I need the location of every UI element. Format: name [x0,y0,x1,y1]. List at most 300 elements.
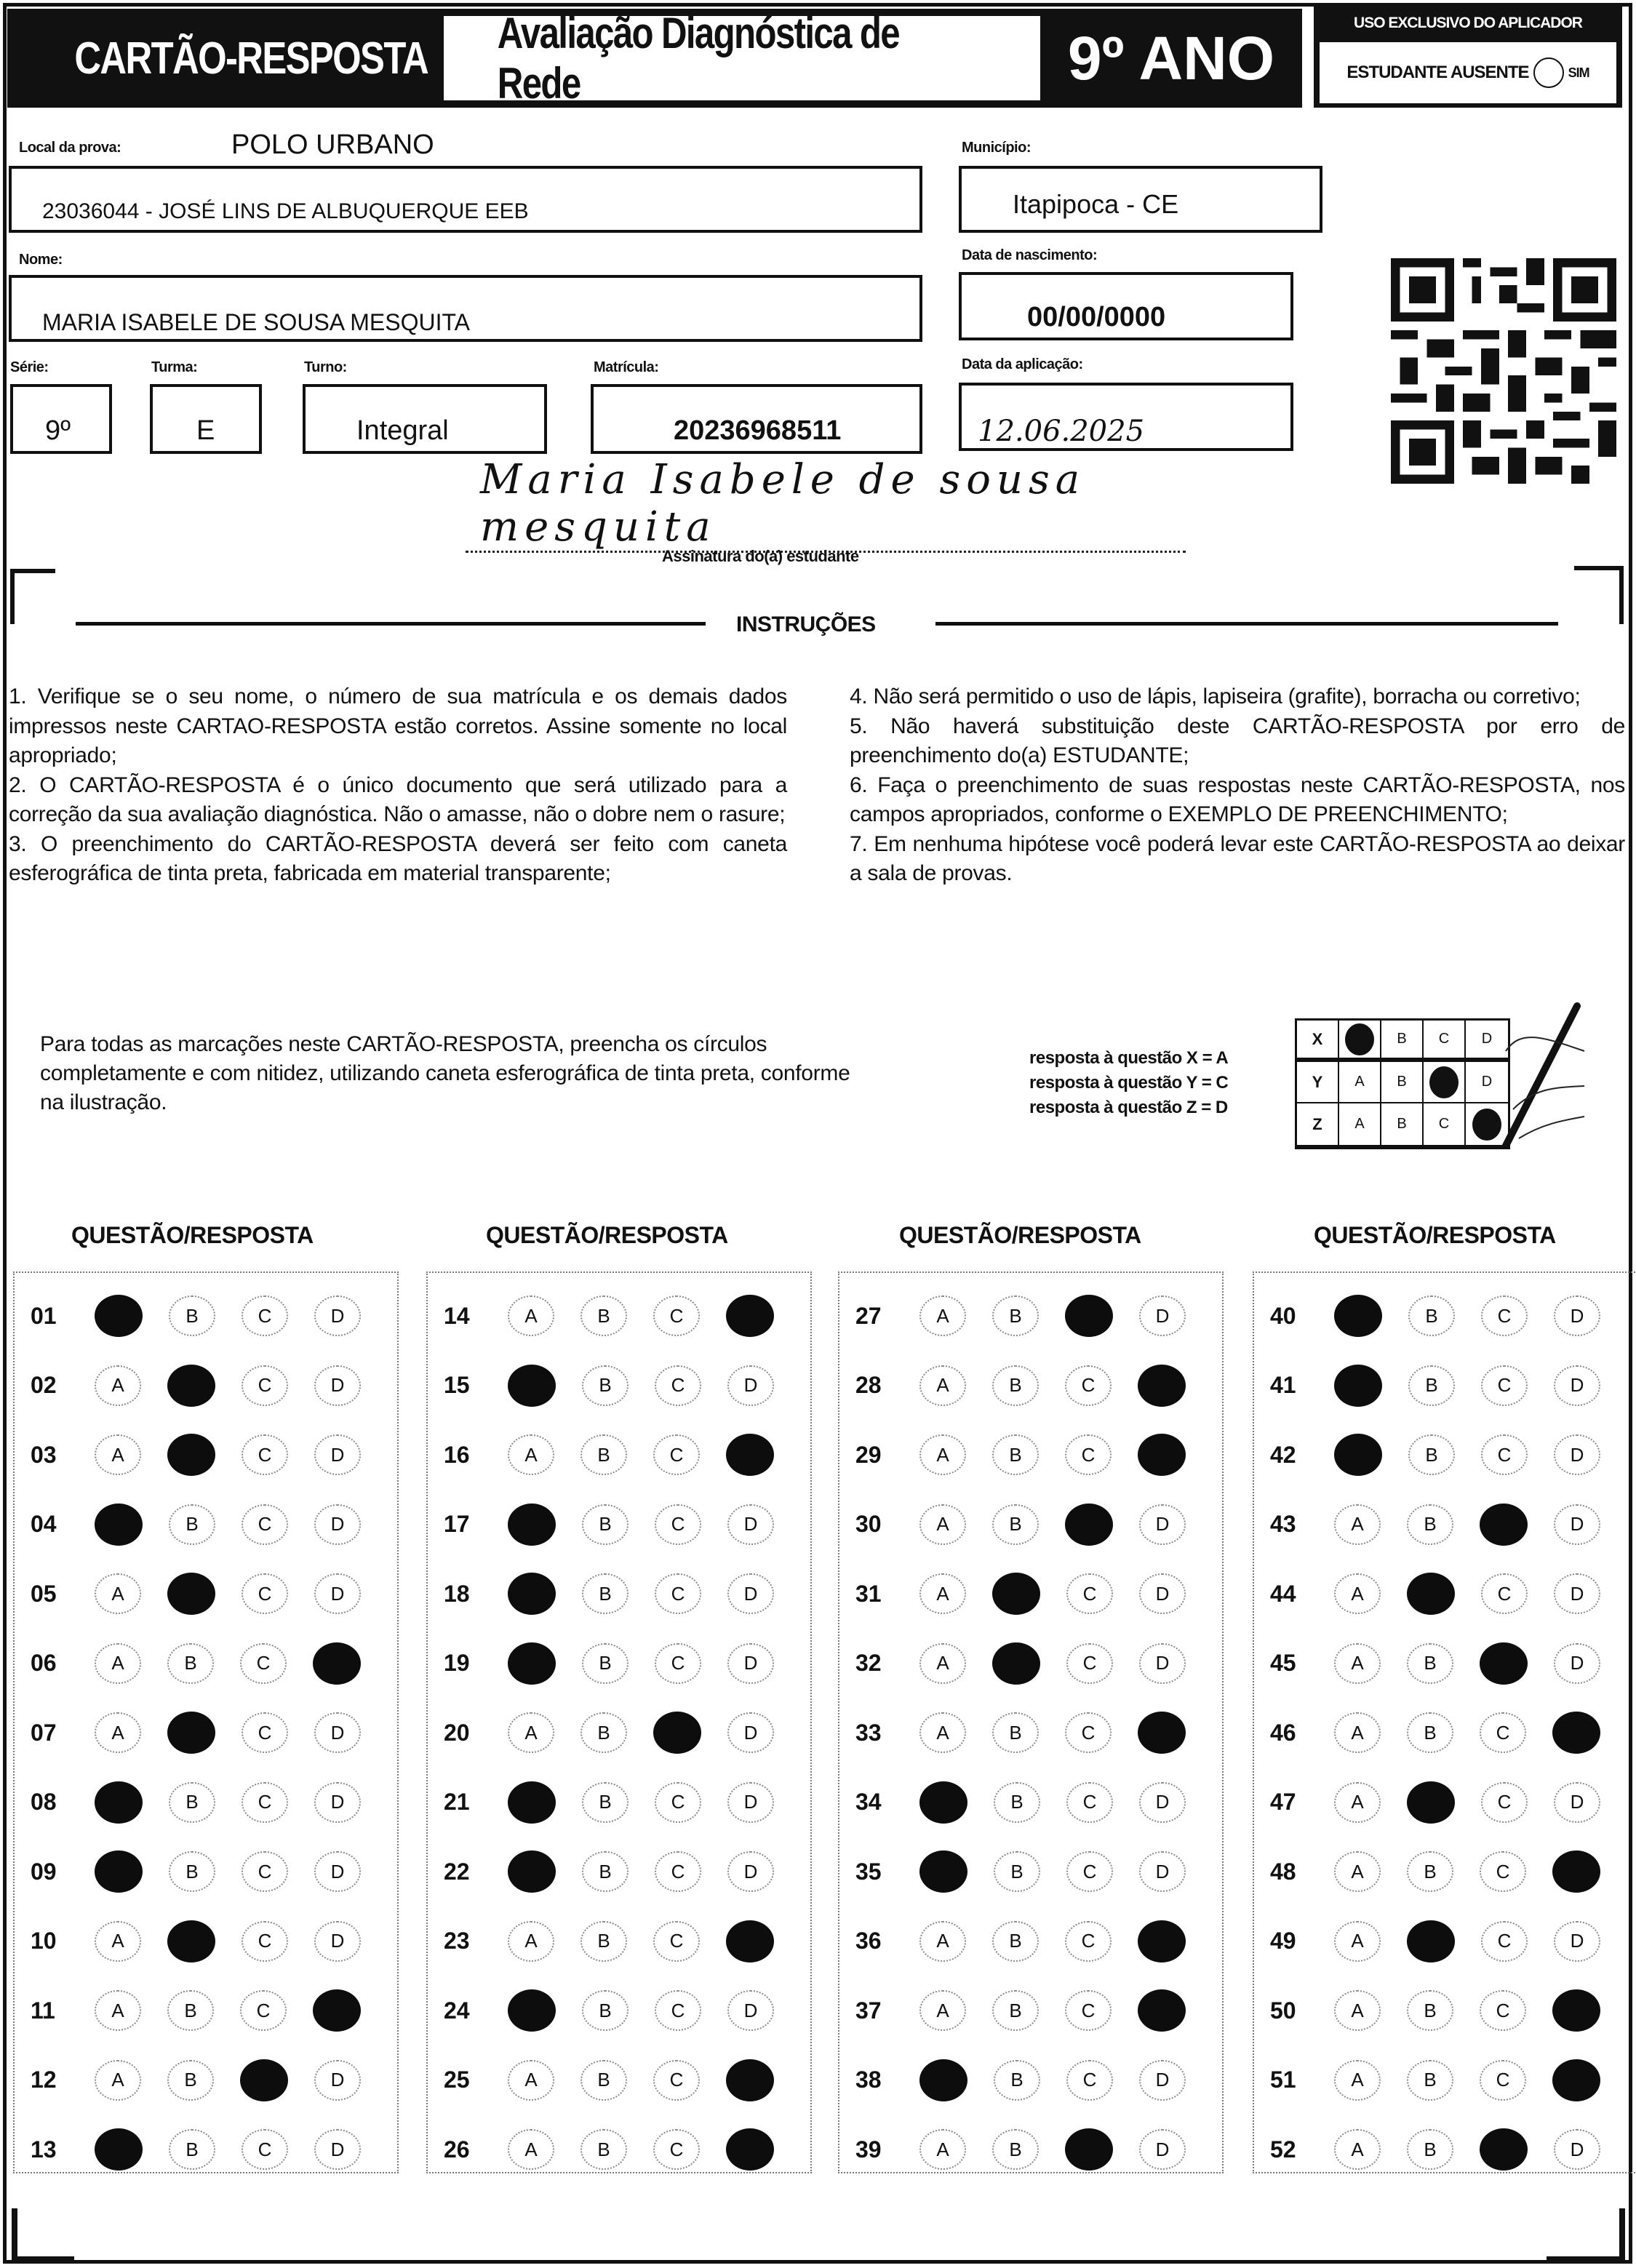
bubble-41-c[interactable]: C [1481,1365,1528,1406]
nome-field [9,275,922,342]
question-number: 51 [1270,2067,1296,2093]
bubble-48-c[interactable]: C [1480,1851,1526,1892]
bubble-13-c[interactable]: C [242,2129,288,2170]
example-legend-z: resposta à questão Z = D [1029,1098,1228,1117]
bubble-11-a[interactable]: A [95,1990,141,2031]
bubble-48-b[interactable]: B [1407,1851,1453,1892]
bubble-52-c[interactable] [1480,2128,1528,2171]
bubble-22-d[interactable]: D [727,1851,774,1892]
bubble-49-a[interactable]: A [1334,1921,1381,1962]
bubble-33-c[interactable]: C [1065,1712,1112,1753]
bubble-08-d[interactable]: D [314,1782,361,1823]
bubble-09-b[interactable]: B [169,1851,215,1892]
bubble-18-d[interactable]: D [727,1573,774,1614]
example-option [1339,1021,1381,1058]
bubble-34-a[interactable] [919,1781,967,1824]
bubble-16-a[interactable]: A [508,1434,554,1475]
bubble-14-b[interactable]: B [580,1295,627,1336]
bubble-17-d[interactable]: D [727,1504,774,1545]
bubble-25-d[interactable] [726,2059,774,2101]
question-row-38 [839,2055,1222,2106]
bubble-20-d[interactable]: D [727,1712,774,1753]
bubble-40-b[interactable]: B [1408,1295,1455,1336]
bubble-43-a[interactable]: A [1334,1504,1381,1545]
bubble-20-a[interactable]: A [508,1712,554,1753]
bubble-41-d[interactable]: D [1554,1365,1600,1406]
bubble-02-a[interactable]: A [95,1365,141,1406]
bubble-04-b[interactable]: B [169,1504,215,1545]
question-number: 22 [444,1858,470,1885]
bubble-09-a[interactable] [95,1850,143,1893]
question-number: 36 [855,1928,882,1954]
instruction-6: 6. Faça o preenchimento de suas respostas neste CARTÃO-RESPOSTA, nos campos apropriados, conforme o EXEMPLO DE PREENCHIMENTO; [850,772,1625,826]
bubble-39-a[interactable]: A [919,2129,966,2170]
bubble-08-a[interactable] [95,1781,143,1824]
question-number: 01 [31,1302,57,1329]
question-row-15 [428,1360,810,1411]
bubble-21-c[interactable]: C [655,1782,701,1823]
bubble-06-a[interactable]: A [95,1643,141,1684]
bubble-43-b[interactable]: B [1407,1504,1453,1545]
turno-label: Turno: [304,359,347,375]
bubble-37-a[interactable]: A [919,1990,966,2031]
bubble-37-b[interactable]: B [992,1990,1039,2031]
bubble-29-d[interactable] [1138,1434,1186,1476]
bubble-51-a[interactable]: A [1334,2060,1381,2101]
corner-marker-bl [12,2208,17,2261]
bubble-12-a[interactable]: A [95,2060,141,2101]
bubble-10-c[interactable]: C [242,1921,288,1962]
bubble-30-d[interactable]: D [1139,1504,1186,1545]
bubble-45-a[interactable]: A [1334,1643,1381,1684]
bubble-28-c[interactable]: C [1065,1365,1112,1406]
bubble-36-c[interactable]: C [1065,1921,1112,1962]
qr-code-icon [1391,256,1616,486]
bubble-44-b[interactable] [1407,1573,1455,1615]
bubble-05-b[interactable] [167,1573,215,1615]
question-number: 20 [444,1719,470,1746]
bubble-34-d[interactable]: D [1139,1782,1186,1823]
bubble-06-b[interactable]: B [167,1643,214,1684]
absent-bubble[interactable] [1533,57,1564,88]
bubble-19-a[interactable] [508,1642,556,1685]
bubble-47-a[interactable]: A [1334,1782,1381,1823]
bubble-22-c[interactable]: C [655,1851,701,1892]
question-number: 27 [855,1302,882,1329]
bubble-45-d[interactable]: D [1554,1643,1600,1684]
bubble-25-c[interactable]: C [653,2060,700,2101]
bubble-31-d[interactable]: D [1139,1573,1186,1614]
bubble-27-c[interactable] [1065,1295,1113,1337]
bubble-14-d[interactable] [726,1295,774,1337]
absent-label: ESTUDANTE AUSENTE [1346,63,1529,82]
question-number: 31 [855,1580,882,1607]
bubble-12-c[interactable] [240,2059,288,2101]
question-row-42 [1254,1429,1636,1480]
question-number: 30 [855,1511,882,1537]
nascimento-value: 00/00/0000 [1027,302,1166,332]
bubble-30-c[interactable] [1065,1504,1113,1546]
bubble-42-c[interactable]: C [1481,1434,1528,1475]
answer-column-2 [426,1271,812,2173]
instruction-5: 5. Não haverá substituição deste CARTÃO-RESPOSTA por erro de preenchimento do(a) ESTUDANTE; [850,714,1625,767]
bubble-16-d[interactable] [726,1434,774,1476]
bubble-10-b[interactable] [167,1920,215,1962]
bubble-01-d[interactable]: D [314,1295,361,1336]
bubble-24-d[interactable]: D [727,1990,774,2031]
bubble-44-c[interactable]: C [1481,1573,1528,1614]
bubble-30-a[interactable]: A [919,1504,966,1545]
bubble-15-a[interactable] [508,1365,556,1407]
bubble-05-a[interactable]: A [95,1573,141,1614]
bubble-26-c[interactable]: C [653,2129,700,2170]
exam-name: Avaliação Diagnóstica de Rede [497,9,899,108]
bubble-01-c[interactable]: C [242,1295,288,1336]
card-title: CARTÃO-RESPOSTA [74,33,428,84]
bubble-04-c[interactable]: C [242,1504,288,1545]
bubble-28-d[interactable] [1138,1365,1186,1407]
bubble-19-d[interactable]: D [727,1643,774,1684]
bubble-35-d[interactable]: D [1139,1851,1186,1892]
bubble-29-c[interactable]: C [1065,1434,1112,1475]
bubble-13-a[interactable] [95,2128,143,2171]
bubble-14-a[interactable]: A [508,1295,554,1336]
bubble-48-d[interactable] [1552,1850,1600,1893]
bubble-35-b[interactable]: B [994,1851,1040,1892]
column-header: QUESTÃO/RESPOSTA [486,1222,728,1248]
bubble-18-b[interactable]: B [582,1573,629,1614]
question-number: 37 [855,1997,882,2024]
bubble-01-b[interactable]: B [169,1295,215,1336]
bubble-41-b[interactable]: B [1408,1365,1455,1406]
bubble-03-d[interactable]: D [314,1434,361,1475]
bubble-52-d[interactable]: D [1554,2129,1600,2170]
bubble-25-b[interactable]: B [580,2060,627,2101]
question-number: 23 [444,1928,470,1954]
bubble-37-c[interactable]: C [1065,1990,1112,2031]
question-row-02 [15,1360,397,1411]
question-number: 40 [1270,1302,1296,1329]
bubble-15-d[interactable]: D [727,1365,774,1406]
bubble-12-d[interactable]: D [314,2060,361,2101]
nome-label: Nome: [19,252,63,268]
bubble-38-c[interactable]: C [1066,2060,1113,2101]
bubble-36-a[interactable]: A [919,1921,966,1962]
bubble-13-b[interactable]: B [169,2129,215,2170]
bubble-15-b[interactable]: B [582,1365,629,1406]
bubble-18-c[interactable]: C [655,1573,701,1614]
bubble-26-b[interactable]: B [580,2129,627,2170]
bubble-01-a[interactable] [95,1295,143,1337]
question-number: 45 [1270,1650,1296,1676]
bubble-07-b[interactable] [167,1712,215,1754]
question-row-14 [428,1290,810,1341]
qr-code [1391,256,1616,486]
question-number: 16 [444,1441,470,1468]
bubble-06-c[interactable]: C [240,1643,287,1684]
bubble-21-d[interactable]: D [727,1782,774,1823]
bubble-51-b[interactable]: B [1407,2060,1453,2101]
bubble-51-c[interactable]: C [1480,2060,1526,2101]
matricula-value: 20236968511 [674,415,842,446]
question-row-01 [15,1290,397,1341]
bubble-38-a[interactable] [919,2059,967,2101]
example-row-y [1297,1062,1508,1103]
example-key: X [1297,1021,1339,1058]
question-number: 49 [1270,1928,1296,1954]
bubble-50-c[interactable]: C [1480,1990,1526,2031]
bubble-15-c[interactable]: C [655,1365,701,1406]
aplicacao-label: Data da aplicação: [962,356,1083,372]
column-header: QUESTÃO/RESPOSTA [899,1222,1141,1248]
example-option: B [1381,1021,1424,1058]
bubble-17-b[interactable]: B [582,1504,629,1545]
local-value: POLO URBANO [231,129,434,160]
bubble-48-a[interactable]: A [1334,1851,1381,1892]
example-option: C [1424,1021,1466,1058]
absent-option: SIM [1568,65,1589,80]
question-row-30 [839,1499,1222,1550]
bubble-45-b[interactable]: B [1407,1643,1453,1684]
aplicacao-field [959,383,1293,451]
bubble-32-b[interactable] [992,1642,1040,1685]
bubble-46-a[interactable]: A [1334,1712,1381,1753]
bubble-32-c[interactable]: C [1066,1643,1113,1684]
bubble-52-b[interactable]: B [1407,2129,1453,2170]
bubble-46-b[interactable]: B [1407,1712,1453,1753]
bubble-09-c[interactable]: C [242,1851,288,1892]
bubble-47-b[interactable] [1407,1781,1455,1824]
bubble-11-b[interactable]: B [167,1990,214,2031]
bubble-03-b[interactable] [167,1434,215,1476]
bubble-51-d[interactable] [1552,2059,1600,2101]
bubble-16-b[interactable]: B [580,1434,627,1475]
bubble-43-d[interactable]: D [1554,1504,1600,1545]
question-row-36 [839,1916,1222,1967]
bubble-25-a[interactable]: A [508,2060,554,2101]
bubble-31-c[interactable]: C [1066,1573,1113,1614]
question-row-21 [428,1777,810,1828]
turma-field [150,384,262,454]
bubble-05-d[interactable]: D [314,1573,361,1614]
instructions-right [850,682,1625,889]
bubble-45-c[interactable] [1480,1642,1528,1685]
bubble-42-d[interactable]: D [1554,1434,1600,1475]
bubble-40-c[interactable]: C [1481,1295,1528,1336]
bubble-50-d[interactable] [1552,1989,1600,2032]
bubble-06-d[interactable] [313,1642,361,1685]
filled-bubble-icon [1429,1066,1459,1098]
question-row-09 [15,1846,397,1897]
bubble-16-c[interactable]: C [653,1434,700,1475]
bubble-44-d[interactable]: D [1554,1573,1600,1614]
question-number: 47 [1270,1789,1296,1815]
bubble-23-d[interactable] [726,1920,774,1962]
bubble-49-c[interactable]: C [1481,1921,1528,1962]
question-number: 08 [31,1789,57,1815]
bubble-50-a[interactable]: A [1334,1990,1381,2031]
example-key: Y [1297,1062,1339,1102]
signature-line[interactable] [466,456,1186,553]
bubble-43-c[interactable] [1480,1504,1528,1546]
question-row-13 [15,2124,397,2175]
question-row-07 [15,1707,397,1758]
bubble-27-b[interactable]: B [992,1295,1039,1336]
bubble-21-b[interactable]: B [582,1782,629,1823]
school-value: 23036044 - JOSÉ LINS DE ALBUQUERQUE EEB [42,199,529,223]
bubble-27-d[interactable]: D [1139,1295,1186,1336]
bubble-40-a[interactable] [1334,1295,1382,1337]
instruction-4: 4. Não será permitido o uso de lápis, lapiseira (grafite), borracha ou corretivo; [850,684,1581,708]
question-number: 10 [31,1928,57,1954]
bubble-46-d[interactable] [1552,1712,1600,1754]
column-header: QUESTÃO/RESPOSTA [1314,1222,1556,1248]
bubble-12-b[interactable]: B [167,2060,214,2101]
bubble-24-b[interactable]: B [582,1990,629,2031]
bubble-10-a[interactable]: A [95,1921,141,1962]
bubble-19-c[interactable]: C [655,1643,701,1684]
bubble-05-c[interactable]: C [242,1573,288,1614]
bubble-22-b[interactable]: B [582,1851,629,1892]
bubble-20-c[interactable] [653,1712,701,1754]
question-row-39 [839,2124,1222,2175]
bubble-47-d[interactable]: D [1554,1782,1600,1823]
bubble-20-b[interactable]: B [580,1712,627,1753]
bubble-38-b[interactable]: B [994,2060,1040,2101]
question-row-11 [15,1985,397,2036]
bubble-29-a[interactable]: A [919,1434,966,1475]
bubble-02-b[interactable] [167,1365,215,1407]
example-legend-x: resposta à questão X = A [1029,1048,1229,1068]
bubble-23-a[interactable]: A [508,1921,554,1962]
question-row-19 [428,1638,810,1689]
bubble-42-a[interactable] [1334,1434,1382,1476]
question-number: 33 [855,1719,882,1746]
bubble-08-c[interactable]: C [242,1782,288,1823]
question-number: 19 [444,1650,470,1676]
question-row-52 [1254,2124,1636,2175]
bubble-13-d[interactable]: D [314,2129,361,2170]
bubble-23-c[interactable]: C [653,1921,700,1962]
question-number: 42 [1270,1441,1296,1468]
bubble-03-a[interactable]: A [95,1434,141,1475]
example-key: Z [1297,1103,1339,1145]
bubble-26-a[interactable]: A [508,2129,554,2170]
bubble-49-d[interactable]: D [1554,1921,1600,1962]
nascimento-field [959,272,1293,340]
question-number: 03 [31,1441,57,1468]
bubble-11-d[interactable] [313,1989,361,2032]
bubble-33-a[interactable]: A [919,1712,966,1753]
bubble-11-c[interactable]: C [240,1990,287,2031]
bubble-19-b[interactable]: B [582,1643,629,1684]
bubble-32-a[interactable]: A [919,1643,966,1684]
bubble-35-a[interactable] [919,1850,967,1893]
question-row-49 [1254,1916,1636,1967]
bubble-07-d[interactable]: D [314,1712,361,1753]
bubble-40-d[interactable]: D [1554,1295,1600,1336]
column-header: QUESTÃO/RESPOSTA [71,1222,314,1248]
bubble-52-a[interactable]: A [1334,2129,1381,2170]
bubble-03-c[interactable]: C [242,1434,288,1475]
bubble-36-b[interactable]: B [992,1921,1039,1962]
bubble-29-b[interactable]: B [992,1434,1039,1475]
bubble-37-d[interactable] [1138,1989,1186,2032]
bubble-41-a[interactable] [1334,1365,1382,1407]
bubble-21-a[interactable] [508,1781,556,1824]
municipio-label: Município: [962,140,1031,156]
bubble-35-c[interactable]: C [1066,1851,1113,1892]
bubble-30-b[interactable]: B [992,1504,1039,1545]
bubble-39-d[interactable]: D [1139,2129,1186,2170]
signature-label: Assinatura do(a) estudante [662,547,859,565]
question-number: 11 [31,1997,55,2024]
bubble-17-c[interactable]: C [655,1504,701,1545]
bubble-22-a[interactable] [508,1850,556,1893]
bubble-17-a[interactable] [508,1504,556,1546]
corner-marker-br-h [1547,2256,1625,2261]
example-option: D [1481,1074,1493,1090]
bubble-04-d[interactable]: D [314,1504,361,1545]
question-row-46 [1254,1707,1636,1758]
bubble-38-d[interactable]: D [1139,2060,1186,2101]
instruction-2: 2. O CARTÃO-RESPOSTA é o único documento que será utilizado para a correção da sua avaliação diagnóstica. Não o amasse, não o dobre nem o rasure; [9,772,787,826]
bubble-44-a[interactable]: A [1334,1573,1381,1614]
bubble-09-d[interactable]: D [314,1851,361,1892]
question-row-45 [1254,1638,1636,1689]
bubble-02-d[interactable]: D [314,1365,361,1406]
bubble-26-d[interactable] [726,2128,774,2171]
bubble-10-d[interactable]: D [314,1921,361,1962]
bubble-23-b[interactable]: B [580,1921,627,1962]
bubble-39-b[interactable]: B [992,2129,1039,2170]
bubble-08-b[interactable]: B [169,1782,215,1823]
question-number: 44 [1270,1580,1296,1607]
bubble-50-b[interactable]: B [1407,1990,1453,2031]
bubble-18-a[interactable] [508,1573,556,1615]
bubble-24-c[interactable]: C [655,1990,701,2031]
bubble-28-a[interactable]: A [919,1365,966,1406]
question-row-12 [15,2055,397,2106]
bubble-07-c[interactable]: C [242,1712,288,1753]
bubble-32-d[interactable]: D [1139,1643,1186,1684]
bubble-14-c[interactable]: C [653,1295,700,1336]
bubble-42-b[interactable]: B [1408,1434,1455,1475]
bubble-34-c[interactable]: C [1066,1782,1113,1823]
answer-column-1 [13,1271,399,2173]
bubble-02-c[interactable]: C [242,1365,288,1406]
bubble-47-c[interactable]: C [1481,1782,1528,1823]
bubble-49-b[interactable] [1407,1920,1455,1962]
bubble-31-b[interactable] [992,1573,1040,1615]
bubble-46-c[interactable]: C [1480,1712,1526,1753]
bubble-04-a[interactable] [95,1504,143,1546]
bubble-36-d[interactable] [1138,1920,1186,1962]
question-number: 04 [31,1511,57,1537]
question-row-31 [839,1568,1222,1619]
bubble-31-a[interactable]: A [919,1573,966,1614]
bubble-34-b[interactable]: B [994,1782,1040,1823]
corner-marker-tr-h [1574,566,1624,570]
example-option: A [1339,1103,1381,1145]
bubble-07-a[interactable]: A [95,1712,141,1753]
bubble-33-d[interactable] [1138,1712,1186,1754]
bubble-28-b[interactable]: B [992,1365,1039,1406]
bubble-39-c[interactable] [1065,2128,1113,2171]
bubble-33-b[interactable]: B [992,1712,1039,1753]
bubble-27-a[interactable]: A [919,1295,966,1336]
bubble-24-a[interactable] [508,1989,556,2032]
